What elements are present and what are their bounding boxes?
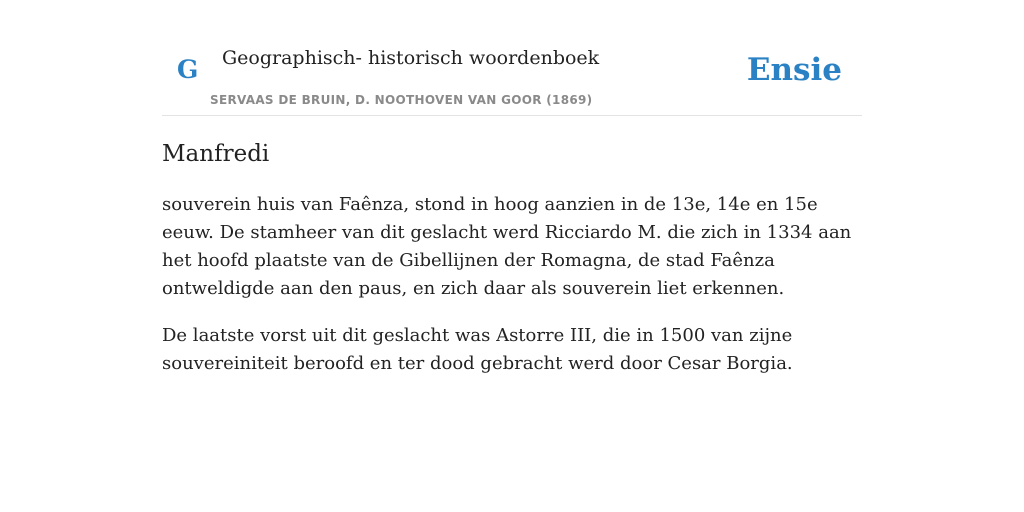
entry-paragraph: souverein huis van Faênza, stond in hoog aanzien in de 13e, 14e en 15e eeuw. De stamheer van dit geslacht werd Ricciardo M. die zich in 1334 aan het hoofd plaatste van de Gibellijnen der Romagna, de stad Faênza ontweldigde aan den paus, en zich daar als souverein liet erkennen. xyxy=(162,194,852,299)
ensie-logo-link[interactable]: Ensie xyxy=(746,52,842,88)
entry-title: Manfredi xyxy=(162,141,270,167)
article xyxy=(162,136,862,397)
book-letter-icon[interactable]: G xyxy=(177,55,199,84)
book-author: SERVAAS DE BRUIN, D. NOOTHOVEN VAN GOOR (1869) xyxy=(210,93,593,107)
header xyxy=(162,36,862,116)
entry-paragraph: De laatste vorst uit dit geslacht was Astorre III, die in 1500 van zijne souvereiniteit beroofd en ter dood gebracht werd door Cesar Borgia. xyxy=(162,325,793,374)
book-title-link[interactable]: Geographisch- historisch woordenboek xyxy=(222,47,600,69)
entry-body xyxy=(162,191,862,378)
